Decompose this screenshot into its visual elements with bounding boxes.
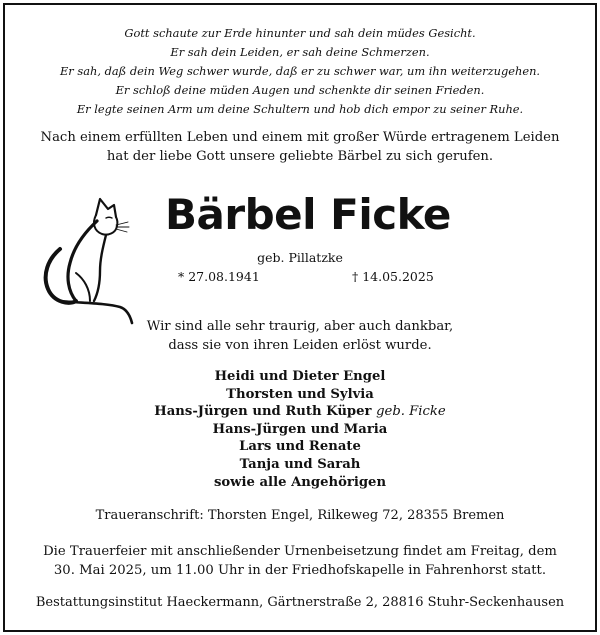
mourner-name: Hans-Jürgen und Ruth Küper <box>154 404 372 420</box>
birth-name: geb. Pillatzke <box>257 250 343 265</box>
funeral-line: Die Trauerfeier mit anschließender Urnenbeisetzung findet am Freitag, dem <box>43 544 557 559</box>
death-date: † 14.05.2025 <box>352 269 434 284</box>
mourner-name: Heidi und Dieter Engel <box>214 369 386 384</box>
mourner <box>0 474 600 492</box>
poem-line: Gott schaute zur Erde hinunter und sah dein müdes Gesicht. <box>124 26 476 40</box>
mourner-name: Hans-Jürgen und Maria <box>212 421 388 437</box>
gratitude-line: Wir sind alle sehr traurig, aber auch dankbar, <box>146 319 454 334</box>
poem-line: Er sah, daß dein Weg schwer wurde, daß er zu schwer war, um ihn weiterzugehen. <box>59 64 541 78</box>
deceased-name: Bärbel Ficke <box>165 190 451 239</box>
intro-text <box>0 128 600 166</box>
funeral-info <box>0 542 600 580</box>
mourner <box>0 368 600 386</box>
funeral-line: 30. Mai 2025, um 11.00 Uhr in der Friedhofskapelle in Fahrenhorst statt. <box>53 563 547 578</box>
intro-line: Nach einem erfüllten Leben und einem mit großer Würde ertragenem Leiden <box>40 130 560 145</box>
mourner <box>0 403 600 421</box>
intro-line: hat der liebe Gott unsere geliebte Bärbel zu sich gerufen. <box>106 149 494 164</box>
poem-line: Er sah dein Leiden, er sah deine Schmerzen. <box>170 45 430 59</box>
gratitude-text <box>0 317 600 355</box>
mourner <box>0 386 600 404</box>
mourner-name: sowie alle Angehörigen <box>213 474 387 490</box>
poem-line: Er schloß deine müden Augen und schenkte dir seinen Frieden. <box>115 83 485 97</box>
poem-line: Er legte seinen Arm um deine Schultern und hob dich empor zu seiner Ruhe. <box>76 102 524 116</box>
poem <box>0 24 600 119</box>
mourner-name: Tanja und Sarah <box>239 456 361 472</box>
birth-date: * 27.08.1941 <box>178 269 260 284</box>
mourner-name: Lars und Renate <box>239 439 361 455</box>
mourner <box>0 438 600 456</box>
mourner <box>0 421 600 439</box>
mourner-note: geb. Ficke <box>376 404 446 420</box>
mourning-address: Traueranschrift: Thorsten Engel, Rilkeweg 72, 28355 Bremen <box>95 508 505 523</box>
mourner <box>0 456 600 474</box>
mourners-list <box>0 368 600 491</box>
gratitude-line: dass sie von ihren Leiden erlöst wurde. <box>168 338 432 353</box>
mourner-name: Thorsten und Sylvia <box>226 386 374 402</box>
undertaker-info: Bestattungsinstitut Haeckermann, Gärtnerstraße 2, 28816 Stuhr-Seckenhausen <box>35 595 565 610</box>
